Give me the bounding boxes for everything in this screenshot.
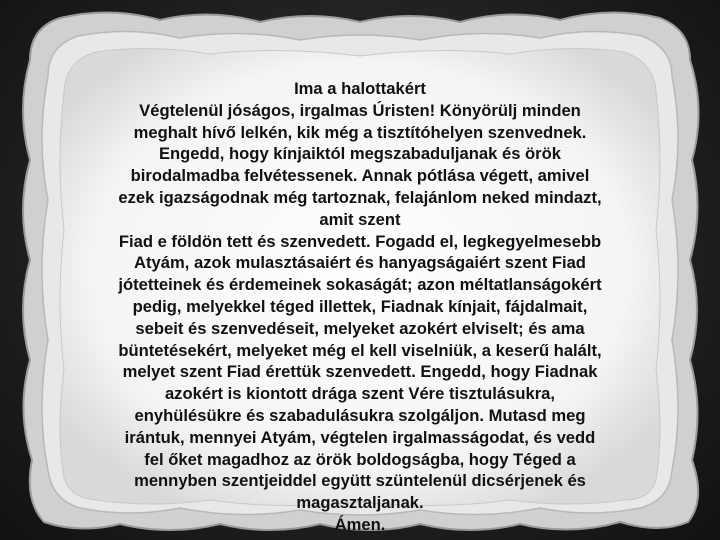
prayer-text [70, 78, 650, 536]
prayer-amen: Ámen. [334, 514, 386, 534]
prayer-line: amit szent [319, 209, 401, 229]
prayer-line: Atyám, azok mulasztásaiért és hanyagságaiért szent Fiad [134, 253, 586, 273]
prayer-line: birodalmadba felvétessenek. Annak pótlása végett, amivel [130, 166, 590, 186]
prayer-line: Végtelenül jóságos, irgalmas Úristen! Könyörülj minden [139, 100, 581, 120]
prayer-line: meghalt hívő lelkén, kik még a tisztítóhelyen szenvednek. [133, 122, 587, 142]
prayer-line: enyhülésükre és szabadulásukra szolgáljon. Mutasd meg [134, 405, 586, 425]
prayer-line: fel őket magadhoz az örök boldogságba, hogy Téged a [144, 449, 576, 469]
prayer-line: irántuk, mennyei Atyám, végtelen irgalmasságodat, és vedd [124, 427, 596, 447]
prayer-line: azokért is kiontott drága szent Vére tisztulásukra, [164, 384, 556, 404]
prayer-line: pedig, melyekkel téged illettek, Fiadnak kínjait, fájdalmait, [132, 296, 588, 316]
prayer-line: Engedd, hogy kínjaiktól megszabaduljanak és örök [158, 144, 562, 164]
prayer-line: sebeit és szenvedéseit, melyeket azokért elviselt; és ama [135, 318, 585, 338]
prayer-title: Ima a halottakért [294, 79, 426, 98]
prayer-line: mennyben szentjeiddel együtt szüntelenül dicsérjenek és [134, 471, 586, 491]
prayer-line: ezek igazságodnak még tartoznak, felajánlom neked mindazt, [118, 187, 602, 207]
prayer-line: Fiad e földön tett és szenvedett. Fogadd el, legkegyelmesebb [118, 231, 602, 251]
prayer-line: magasztaljanak. [296, 493, 424, 513]
prayer-line: jótetteinek és érdemeinek sokaságát; azon méltatlanságokért [118, 275, 602, 295]
prayer-line: büntetésekért, melyeket még el kell viselniük, a keserű halált, [118, 340, 602, 360]
prayer-line: melyet szent Fiad érettük szenvedett. Engedd, hogy Fiadnak [122, 362, 598, 382]
